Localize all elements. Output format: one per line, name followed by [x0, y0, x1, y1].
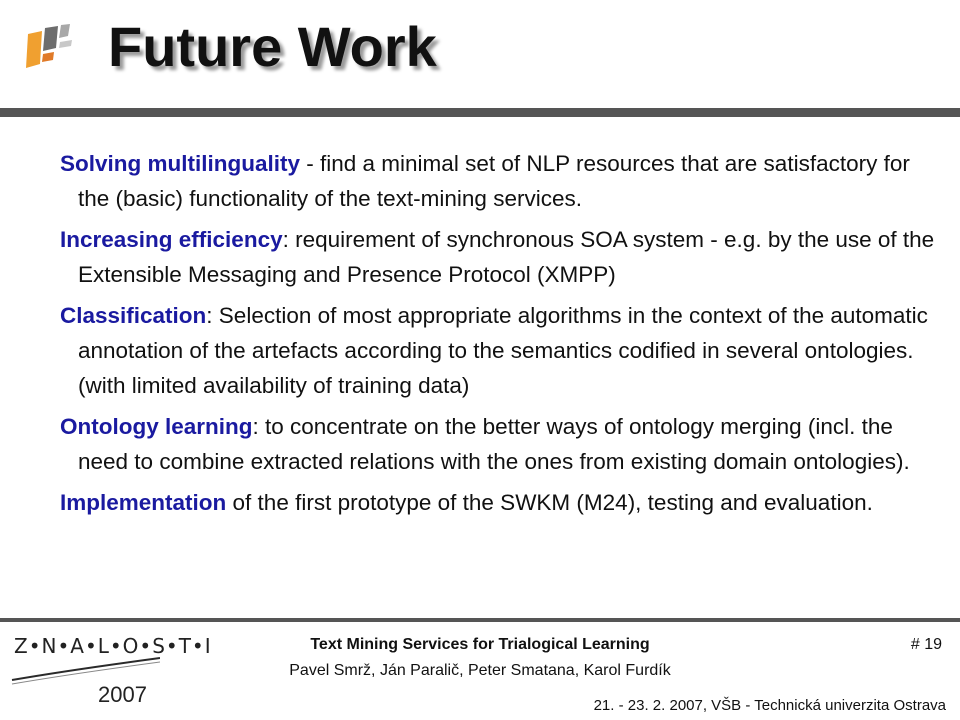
bullet-item: [60, 222, 940, 292]
footer-authors: Pavel Smrž, Ján Paralič, Peter Smatana, Karol Furdík: [289, 662, 671, 679]
znalosti-logo: [10, 630, 212, 715]
footer-date-place: 21. - 23. 2. 2007, VŠB - Technická univerzita Ostrava: [593, 697, 946, 714]
footer-divider: [0, 618, 960, 622]
bullet-keyword: Solving multilinguality: [60, 151, 301, 176]
bullet-list: [60, 146, 940, 526]
znalosti-logo-year: 2007: [98, 682, 147, 707]
slide-title: Future Work: [108, 15, 437, 78]
bullet-item: [60, 146, 940, 216]
footer-presentation-title: Text Mining Services for Trialogical Learning: [310, 636, 650, 653]
title-divider: [0, 108, 960, 117]
bullet-text: : requirement of synchronous SOA system - e.g. by the use of the Extensible Messaging and Presence Protocol (XMPP): [78, 227, 935, 287]
bullet-item: [60, 298, 940, 403]
slide-number: # 19: [910, 636, 942, 653]
bullet-keyword: Ontology learning: [60, 414, 253, 439]
znalosti-logo-letters: Z•N•A•L•O•S•T•I: [14, 634, 212, 658]
bullet-text: of the first prototype of the SWKM (M24), testing and evaluation.: [226, 490, 873, 515]
bullet-keyword: Classification: [60, 303, 207, 328]
bullet-keyword: Increasing efficiency: [60, 227, 283, 252]
bullet-keyword: Implementation: [60, 490, 227, 515]
bullet-text: : Selection of most appropriate algorithms in the context of the automatic annotation of the artefacts according to the semantics codified in several ontologies. (with limited availability of training data): [78, 303, 928, 398]
bullet-text: : to concentrate on the better ways of ontology merging (incl. the need to combine extracted relations with the ones from existing domain ontologies).: [78, 414, 910, 474]
bullet-item: [60, 409, 940, 479]
bullet-item: [60, 485, 940, 520]
bullet-text: - find a minimal set of NLP resources that are satisfactory for the (basic) functionality of the text-mining services.: [78, 151, 910, 211]
presentation-logo-icon: [24, 22, 76, 74]
